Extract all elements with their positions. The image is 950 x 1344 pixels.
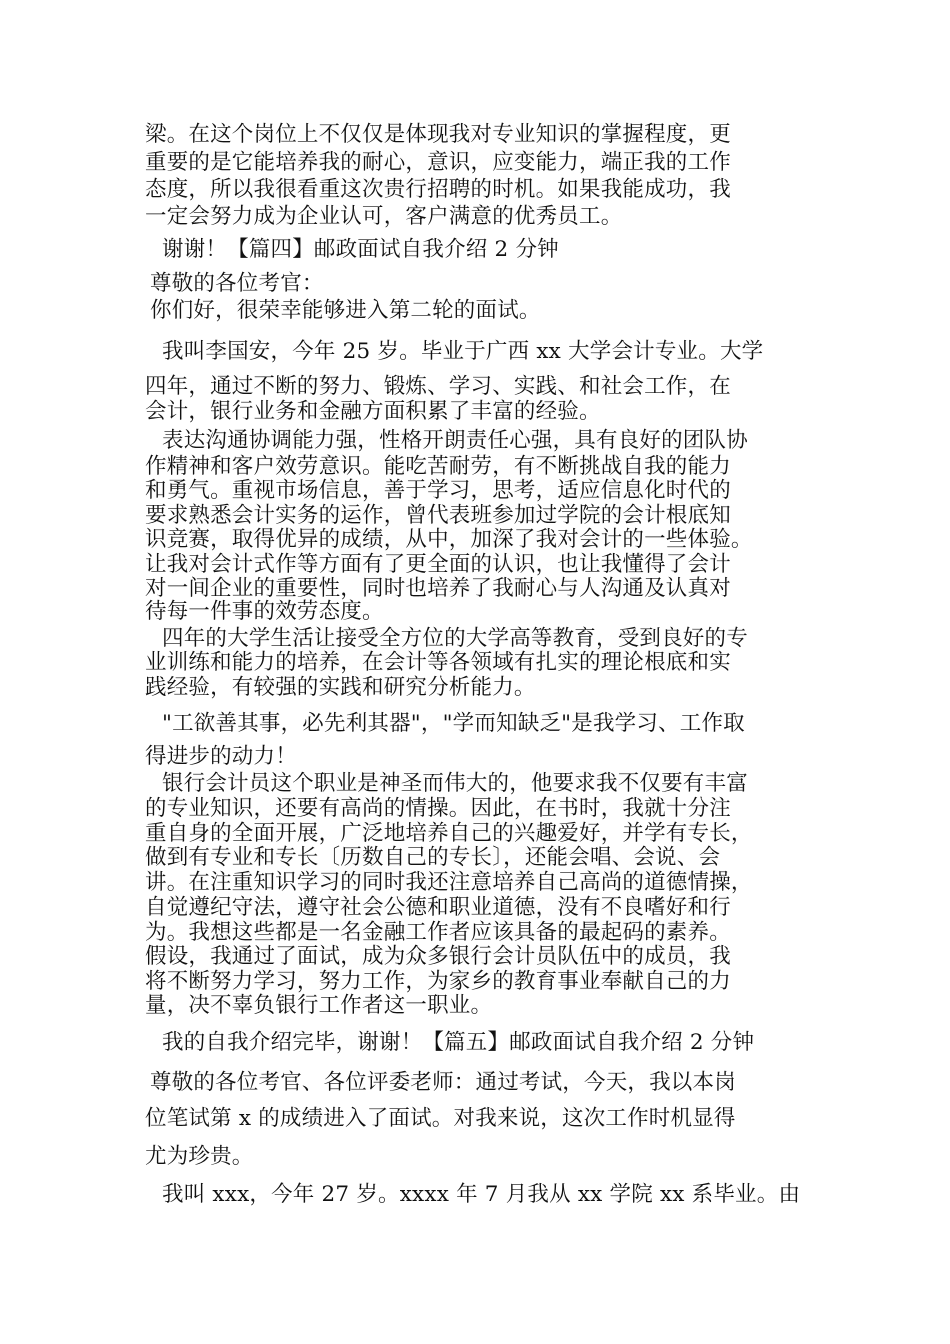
text-line: 得进步的动力！ [145, 744, 297, 769]
text-line: 态度，所以我很看重这次贵行招聘的时机。如果我能成功，我 [145, 177, 731, 202]
text-line: 重自身的全面开展，广泛地培养自己的兴趣爱好，并学有专长， [145, 821, 753, 846]
text-line: 和勇气。重视市场信息，善于学习，思考，适应信息化时代的 [145, 478, 731, 503]
text-line: 识竞赛，取得优异的成绩，从中，加深了我对会计的一些体验。 [145, 527, 753, 552]
text-line: 尤为珍贵。 [145, 1144, 254, 1169]
salutation: 尊敬的各位考官、各位评委老师：通过考试，今天，我以本岗 [150, 1070, 736, 1095]
text-line: 为。我想这些都是一名金融工作者应该具备的最起码的素养。 [145, 920, 731, 945]
text-line: 业训练和能力的培养，在会计等各领域有扎实的理论根底和实 [145, 650, 731, 675]
text-line: 作精神和客户效劳意识。能吃苦耐劳，有不断挑战自我的能力 [145, 454, 731, 479]
text-line: 我叫 xxx，今年 27 岁。xxxx 年 7 月我从 xx 学院 xx 系毕业。由 [162, 1182, 801, 1207]
text-line: 讲。在注重知识学习的同时我还注意培养自己高尚的道德情操， [145, 870, 753, 895]
text-line: 要求熟悉会计实务的运作，曾代表班参加过学院的会计根底知 [145, 503, 731, 528]
text-line: 你们好，很荣幸能够进入第二轮的面试。 [150, 298, 541, 323]
text-line: 的专业知识，还要有高尚的情操。因此，在书时，我就十分注 [145, 796, 731, 821]
text-line: 量，决不辜负银行工作者这一职业。 [145, 993, 493, 1018]
text-line: 四年的大学生活让接受全方位的大学高等教育，受到良好的专 [162, 626, 748, 651]
text-line: 假设，我通过了面试，成为众多银行会计员队伍中的成员，我 [145, 944, 731, 969]
text-line: 对一间企业的重要性，同时也培养了我耐心与人沟通及认真对 [145, 576, 731, 601]
text-line: 将不断努力学习，努力工作，为家乡的教育事业奉献自己的力 [145, 969, 731, 994]
text-line: 让我对会计式作等方面有了更全面的认识，也让我懂得了会计 [145, 552, 731, 577]
text-line: 表达沟通协调能力强，性格开朗责任心强，具有良好的团队协 [162, 428, 748, 453]
text-line: 位笔试第 x 的成绩进入了面试。对我来说，这次工作时机显得 [145, 1106, 736, 1131]
text-line: 自觉遵纪守法，遵守社会公德和职业道德，没有不良嗜好和行 [145, 895, 731, 920]
text-line: 四年，通过不断的努力、锻炼、学习、实践、和社会工作，在 [145, 374, 731, 399]
section-heading: 我的自我介绍完毕，谢谢！【篇五】邮政面试自我介绍 2 分钟 [162, 1030, 755, 1055]
text-line: 我叫李国安，今年 25 岁。毕业于广西 xx 大学会计专业。大学 [162, 339, 764, 364]
text-line: 做到有专业和专长〔历数自己的专长〕，还能会唱、会说、会 [145, 845, 721, 870]
section-heading: 谢谢！【篇四】邮政面试自我介绍 2 分钟 [162, 237, 559, 262]
text-line: 银行会计员这个职业是神圣而伟大的，他要求我不仅要有丰富 [162, 771, 748, 796]
text-line: "工欲善其事，必先利其器"，"学而知缺乏"是我学习、工作取 [162, 711, 745, 736]
salutation: 尊敬的各位考官： [150, 271, 324, 296]
text-line: 重要的是它能培养我的耐心，意识，应变能力，端正我的工作 [145, 150, 731, 175]
text-line: 梁。在这个岗位上不仅仅是体现我对专业知识的掌握程度，更 [145, 122, 731, 147]
text-line: 一定会努力成为企业认可，客户满意的优秀员工。 [145, 204, 623, 229]
text-line: 待每一件事的效劳态度。 [145, 599, 384, 624]
text-line: 践经验，有较强的实践和研究分析能力。 [145, 675, 536, 700]
text-line: 会计，银行业务和金融方面积累了丰富的经验。 [145, 399, 601, 424]
